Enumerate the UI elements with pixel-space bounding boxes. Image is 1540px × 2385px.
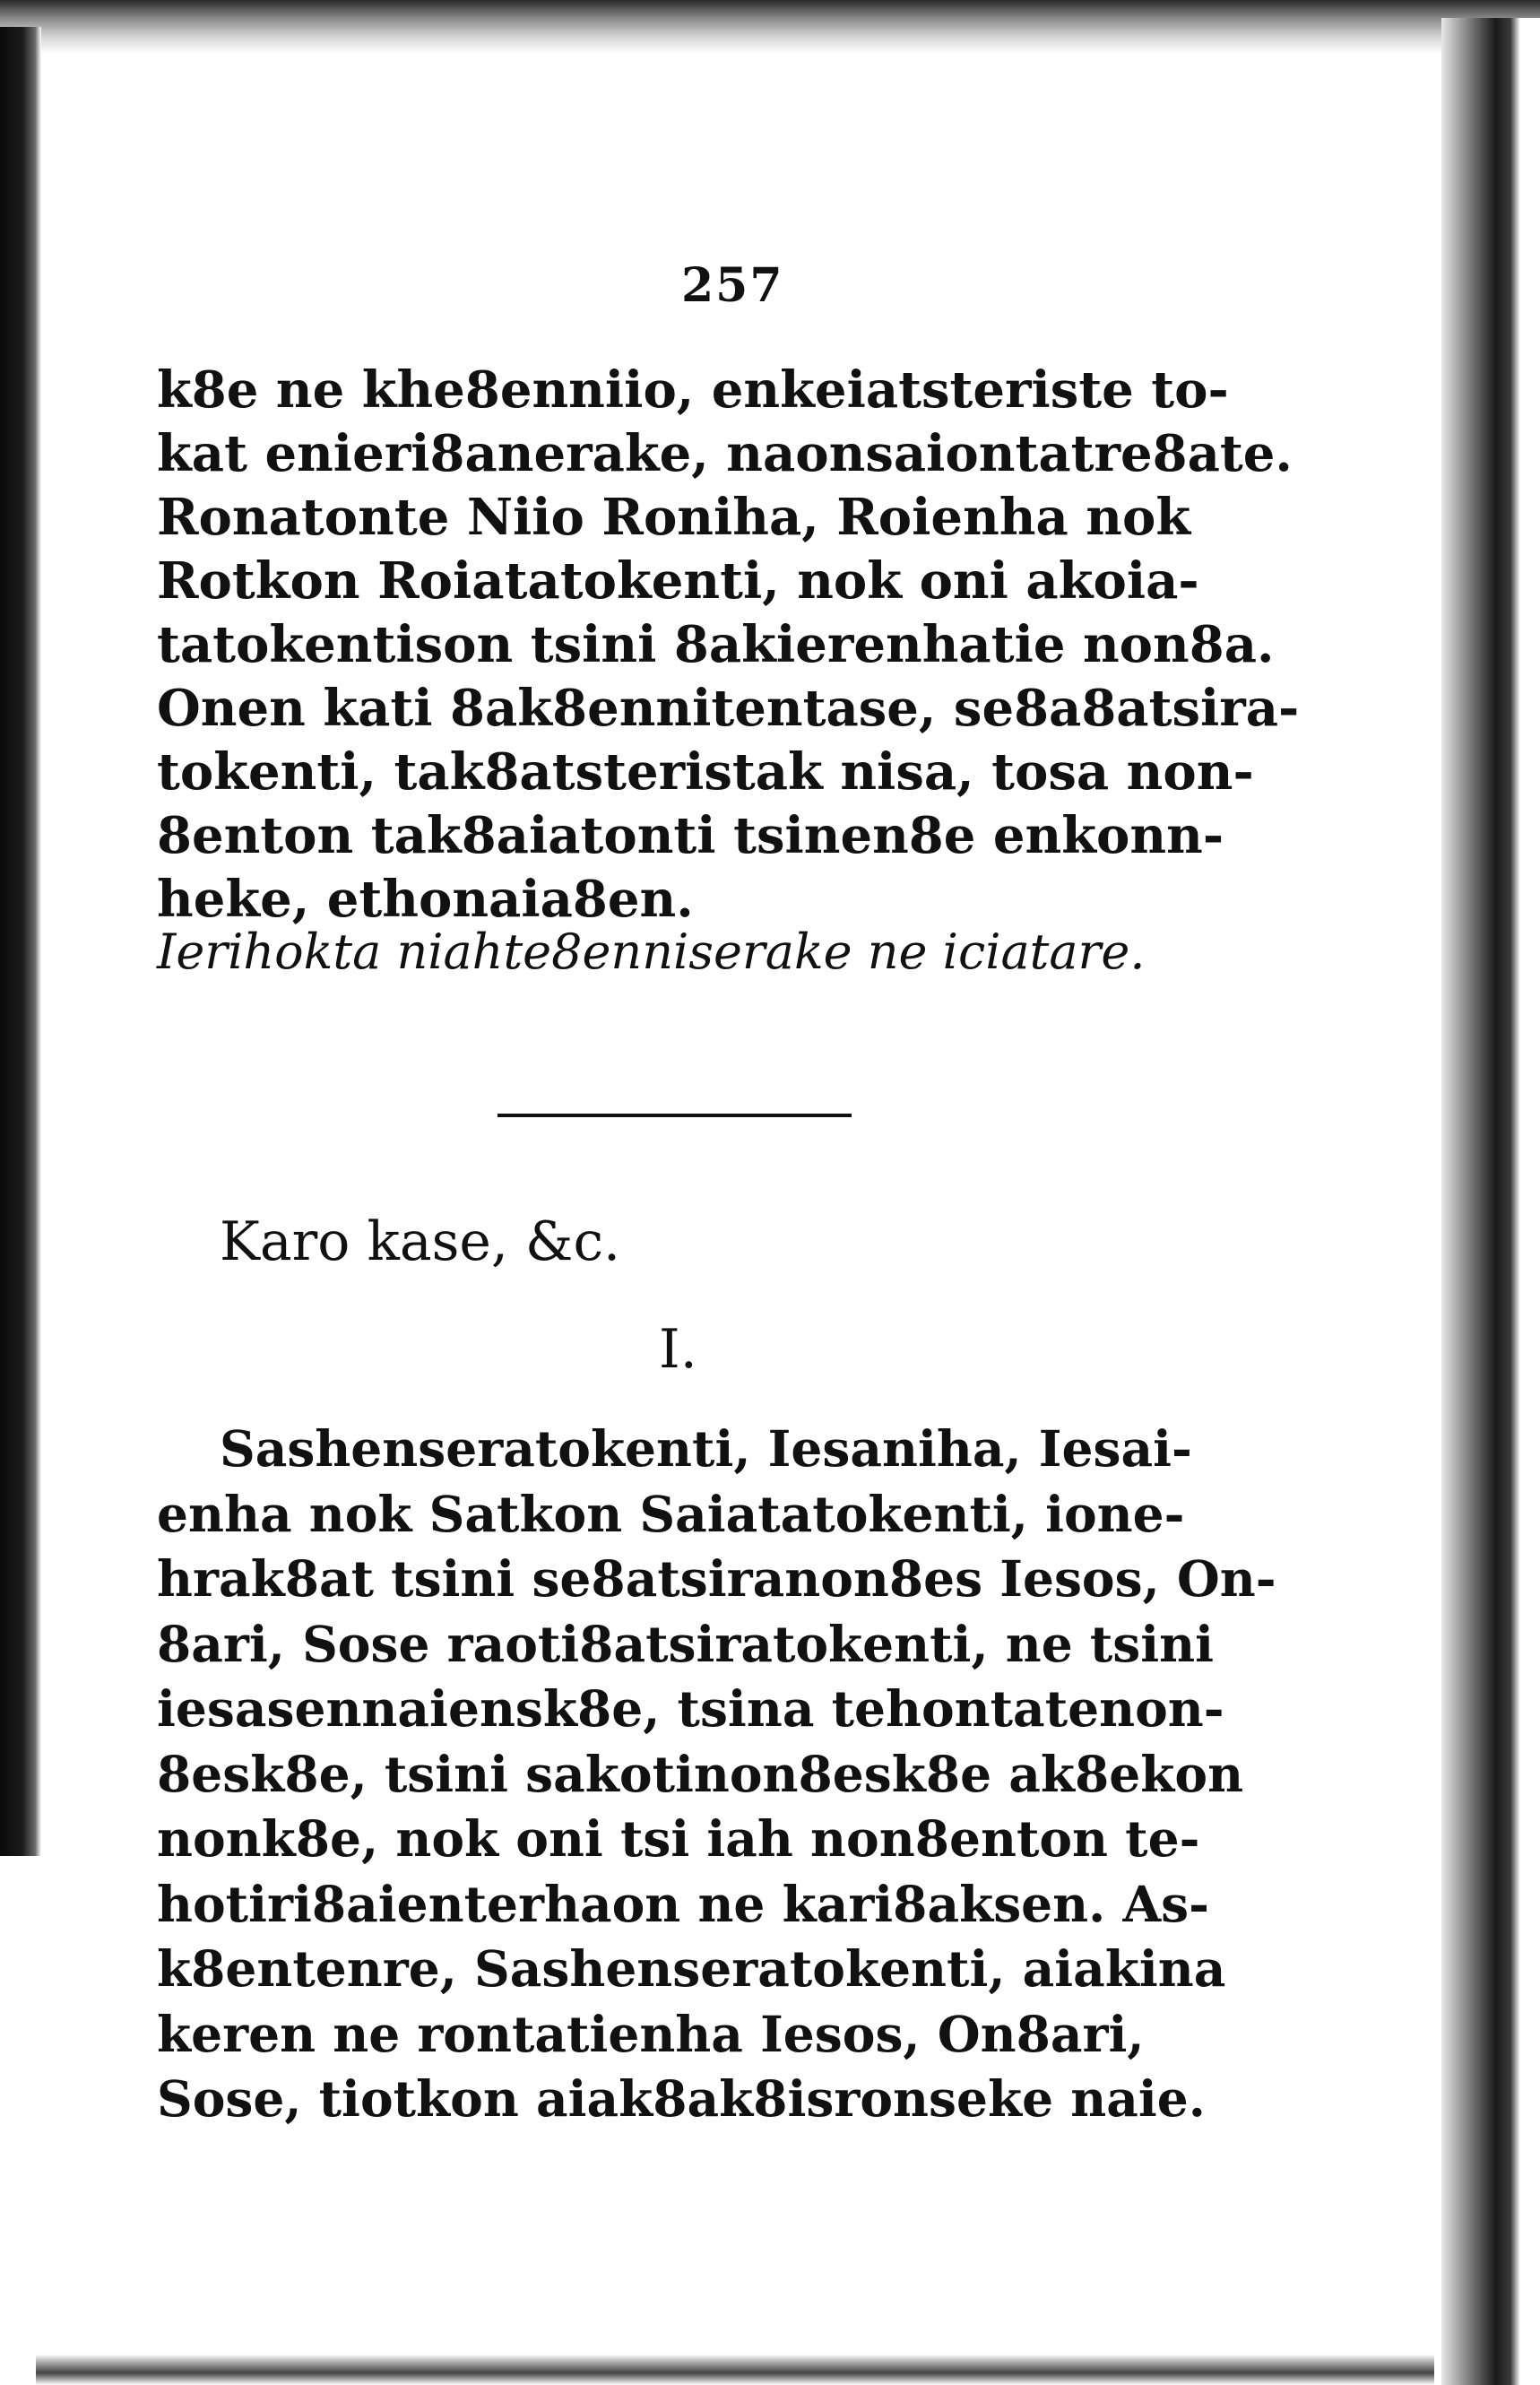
text-line: k8e ne khe8enniio, enkeiatsteriste to- <box>157 360 1229 420</box>
text-line: iesasennaiensk8e, tsina tehontatenon- <box>157 1679 1224 1738</box>
text-line: heke, ethonaia8en. <box>157 870 694 929</box>
scan-shadow-bottom <box>36 2355 1434 2385</box>
text-line: Sashenseratokenti, Iesaniha, Iesai- <box>220 1419 1192 1478</box>
text-line: keren ne rontatienha Iesos, On8ari, <box>157 2004 1145 2063</box>
text-line: hotiri8aienterhaon ne kari8aksen. As- <box>157 1874 1209 1933</box>
opening-paragraph <box>157 359 1300 932</box>
text-line: Onen kati 8ak8ennitentase, se8a8atsira- <box>157 679 1300 738</box>
section-divider <box>497 1114 852 1117</box>
text-line: Rotkon Roiatatokenti, nok oni akoia- <box>157 551 1199 611</box>
prayer-paragraph <box>157 1417 1276 2132</box>
text-line: tatokentison tsini 8akierenhatie non8a. <box>157 615 1275 674</box>
text-line: kat enieri8anerake, naonsaiontatre8ate. <box>157 424 1293 483</box>
section-heading: Karo kase, &c. <box>220 1210 621 1273</box>
page-number: 257 <box>681 258 784 313</box>
scan-shadow-left <box>0 27 41 1856</box>
text-line: nonk8e, nok oni tsi iah non8enton te- <box>157 1809 1200 1868</box>
scan-shadow-right <box>1441 18 1540 2385</box>
text-line: Sose, tiotkon aiak8ak8isronseke naie. <box>157 2069 1206 2128</box>
closing-line: Ierihokta niahte8enniserake ne iciatare. <box>157 924 1146 980</box>
text-line: k8entenre, Sashenseratokenti, aiakina <box>157 1939 1226 1998</box>
text-line: tokenti, tak8atsteristak nisa, tosa non- <box>157 742 1254 802</box>
text-line: 8ari, Sose raoti8atsiratokenti, ne tsini <box>157 1614 1215 1673</box>
text-line: hrak8at tsini se8atsiranon8es Iesos, On- <box>157 1549 1276 1608</box>
scan-shadow-top <box>0 0 1540 54</box>
text-line: 8enton tak8aiatonti tsinen8e enkonn- <box>157 806 1224 865</box>
section-numeral: I. <box>659 1318 697 1381</box>
text-line: enha nok Satkon Saiatatokenti, ione- <box>157 1484 1185 1543</box>
text-line: Ronatonte Niio Roniha, Roienha nok <box>157 488 1191 547</box>
text-line: 8esk8e, tsini sakotinon8esk8e ak8ekon <box>157 1744 1244 1803</box>
